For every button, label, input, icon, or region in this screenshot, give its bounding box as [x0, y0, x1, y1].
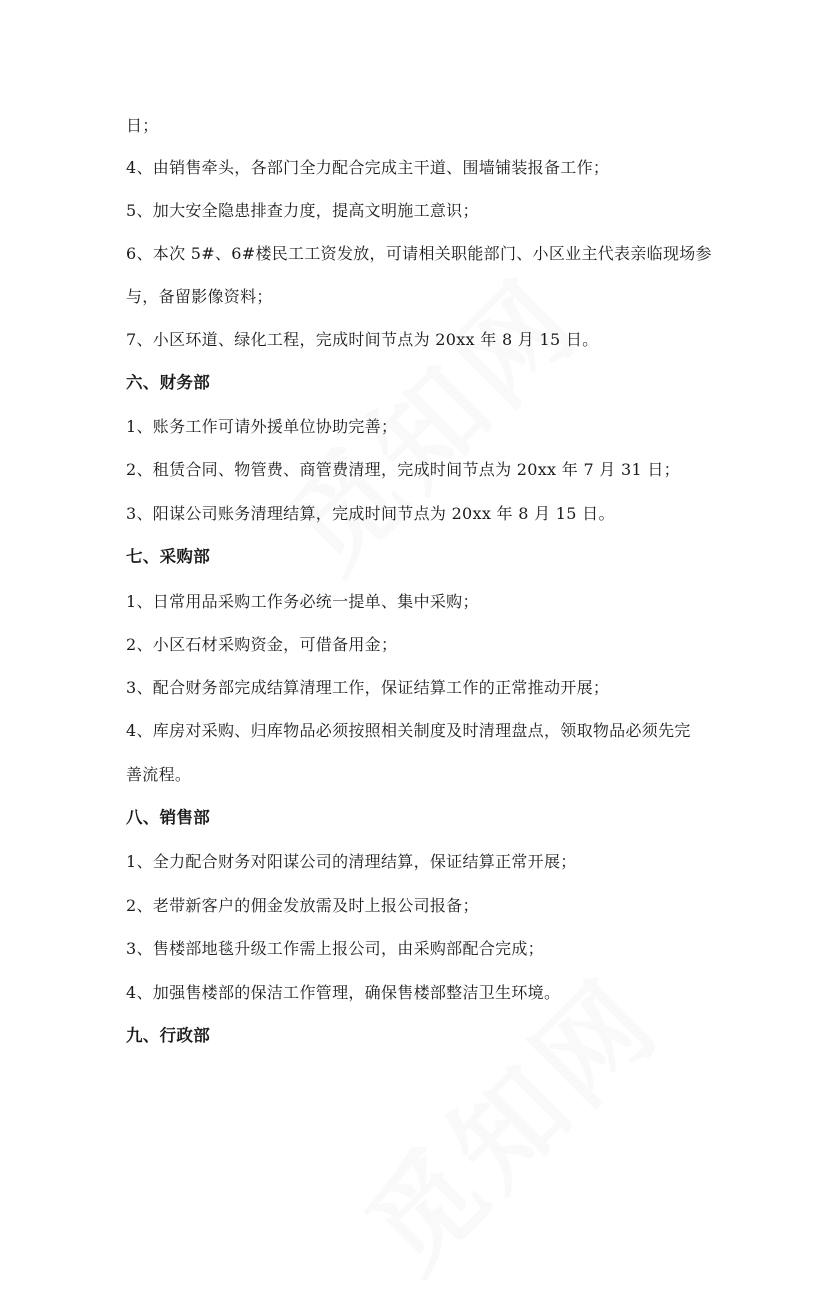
paragraph-line: 3、阳谋公司账务清理结算，完成时间节点为 20xx 年 8 月 15 日。 [126, 504, 615, 523]
paragraph-line: 2、老带新客户的佣金发放需及时上报公司报备； [126, 896, 479, 915]
paragraph-line: 2、小区石材采购资金，可借备用金； [126, 635, 398, 654]
section-heading-sales: 八、销售部 [126, 808, 210, 827]
section-heading-finance: 六、财务部 [126, 373, 210, 392]
section-heading-procurement: 七、采购部 [126, 547, 210, 566]
paragraph-line: 1、全力配合财务对阳谋公司的清理结算，保证结算正常开展； [126, 852, 577, 871]
paragraph-line: 4、加强售楼部的保洁工作管理，确保售楼部整洁卫生环境。 [126, 983, 561, 1002]
paragraph-line: 1、日常用品采购工作务必统一提单、集中采购； [126, 592, 479, 611]
paragraph-line: 2、租赁合同、物管费、商管费清理，完成时间节点为 20xx 年 7 月 31 日； [126, 460, 680, 479]
paragraph-line: 4、库房对采购、归库物品必须按照相关制度及时清理盘点，领取物品必须先完 [126, 721, 691, 740]
paragraph-line: 3、售楼部地毯升级工作需上报公司，由采购部配合完成； [126, 939, 544, 958]
paragraph-line: 3、配合财务部完成结算清理工作，保证结算工作的正常推动开展； [126, 678, 610, 697]
paragraph-line: 善流程。 [126, 765, 192, 784]
paragraph-line: 4、由销售牵头，各部门全力配合完成主干道、围墙铺装报备工作； [126, 158, 610, 177]
paragraph-line: 7、小区环道、绿化工程，完成时间节点为 20xx 年 8 月 15 日。 [126, 330, 599, 349]
paragraph-line: 与，备留影像资料； [126, 287, 273, 306]
paragraph-line: 6、本次 5#、6#楼民工工资发放，可请相关职能部门、小区业主代表亲临现场参 [126, 244, 712, 263]
paragraph-line: 1、账务工作可请外援单位协助完善； [126, 417, 398, 436]
section-heading-admin: 九、行政部 [126, 1026, 210, 1045]
paragraph-line: 日； [126, 116, 159, 135]
paragraph-line: 5、加大安全隐患排查力度，提高文明施工意识； [126, 201, 479, 220]
